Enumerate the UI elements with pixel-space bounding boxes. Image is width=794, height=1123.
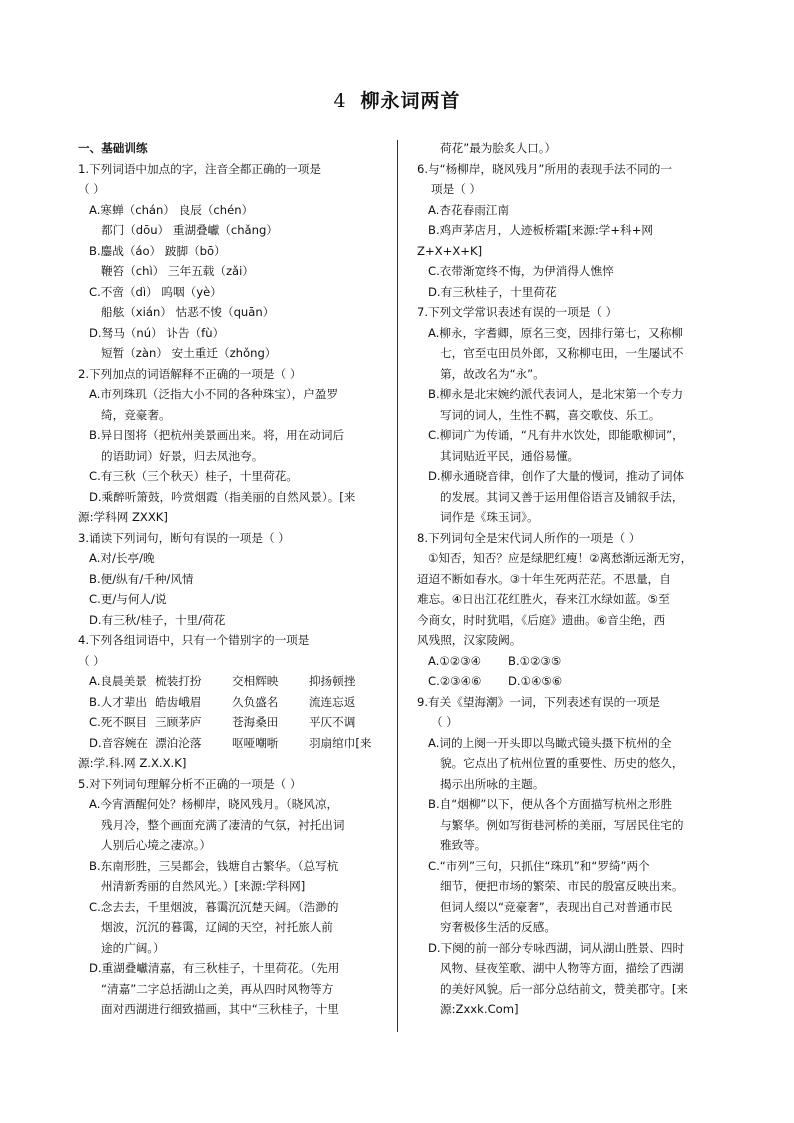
q2-option-b-cont: 的语助词）好景，归去凤池夸。: [101, 448, 264, 463]
q8-passage-line: 今商女，时时犹唱，《后庭》遗曲。⑥音尘绝，西: [417, 612, 666, 627]
left-column: [78, 138, 378, 1020]
question-1: [78, 159, 378, 364]
q8-options-row-2: [417, 671, 717, 692]
question-9-stem-cont: （ ）: [431, 715, 458, 729]
q1-option-a: A.寒蝉（chán） 良辰（chén）: [89, 202, 254, 217]
q9-option-a: A.词的上阕一开头即以鸟瞰式镜头摄下杭州的全: [428, 735, 672, 750]
q8-passage-line: 迢迢不断如春水。③十年生死两茫茫。不思量，自: [417, 571, 671, 586]
question-1-stem: 1.下列词语中加点的字，注音全都正确的一项是: [78, 161, 321, 176]
question-4: [78, 630, 378, 774]
q9-option-d-cont: 的美好风貌。后一部分总结前文，赞美郡守。[来: [440, 981, 688, 996]
q4-c-word: 平仄不调: [308, 715, 356, 729]
q4-d-word: 呕哑嘲哳: [232, 735, 279, 750]
question-8: [417, 528, 717, 692]
q8-passage-line: 风残照，汉家陵阙。: [417, 633, 522, 647]
q3-option-a: A.对/长亭/晚: [89, 551, 155, 565]
q5-option-d-cont: 荷花”最为脍炙人口。）: [440, 141, 557, 155]
q4-a-word: 交相辉映: [232, 674, 279, 688]
q5-option-a-cont: 人别后心境之凄凉。）: [101, 838, 212, 852]
q4-b-word: 皓齿峨眉: [155, 694, 202, 709]
q2-option-d-cont: 源:学科网 ZXXK]: [78, 510, 168, 524]
q2-option-a-cont: 绮，竞豪奢。: [101, 407, 171, 422]
question-6-stem-cont: 项是（ ）: [431, 182, 482, 196]
q9-option-c-cont: 细节，便把市场的繁荣、市民的殷富反映出来。: [440, 879, 684, 893]
question-5-stem: 5.对下列词句理解分析不正确的一项是（ ）: [78, 776, 302, 791]
q5-option-c-cont: 途的广阔。）: [101, 940, 165, 955]
q6-option-b-cont: Z+X+X+K]: [417, 243, 483, 258]
question-7-stem: 7.下列文学常识表述有误的一项是（ ）: [417, 305, 618, 319]
q1-option-d-cont: 短暂（zàn） 安土重迁（zhǒng）: [101, 346, 277, 360]
q9-option-d: D.下阕的前一部分专咏西湖，词从湖山胜景、四时: [428, 940, 685, 955]
q7-option-d-cont: 的发展。其词又善于运用俚俗语言及铺叙手法，: [440, 489, 684, 504]
question-3: [78, 528, 378, 631]
q5-option-c-cont: 烟波，沉沉的暮霭，辽阔的天空，衬托旅人前: [101, 920, 333, 934]
q8-passage-line: ①知否，知否？应是绿肥红瘦！②离愁渐远渐无穷，: [428, 551, 693, 565]
q8-option-c: C.②③④⑥: [428, 674, 482, 688]
column-divider: [397, 140, 398, 1032]
q7-option-d-cont: 词作是《珠玉词》。: [440, 510, 539, 524]
q2-option-d: D.乘醉听箫鼓，吟赏烟霞（指美丽的自然风景）。[来: [89, 489, 356, 504]
question-4-stem: 4.下列各组词语中，只有一个错别字的一项是: [78, 633, 310, 647]
q5-option-b: B.东南形胜，三吴都会，钱塘自古繁华。（总写杭: [89, 858, 339, 873]
q4-d-word: 漂泊沦落: [155, 735, 202, 750]
q2-option-c: C.有三秋（三个秋天）桂子，十里荷花。: [89, 469, 298, 483]
q6-option-d: D.有三秋桂子，十里荷花: [428, 284, 557, 299]
q8-passage-line: 难忘。④日出江花红胜火，春来江水绿如蓝。⑤至: [417, 592, 670, 606]
q4-option-d: [78, 733, 378, 754]
question-2-stem: 2.下列加点的词语解释不正确的一项是（ ）: [78, 366, 302, 381]
q8-option-a: A.①②③④: [428, 653, 481, 668]
question-3-stem: 3.诵读下列词句，断句有误的一项是（ ）: [78, 530, 290, 545]
q4-a-word: 梳装打扮: [155, 674, 202, 688]
q1-option-a-cont: 都门（dōu） 重湖叠巘（chǎng）: [101, 223, 278, 237]
page-title: [0, 86, 794, 113]
q9-option-b-cont: 与繁华。例如写街巷河桥的美丽，写居民住宅的: [440, 817, 684, 832]
q4-option-d-cont: 源:学.科.网 Z.X.X.K]: [78, 756, 187, 770]
q7-option-c-cont: 其词贴近平民，通俗易懂。: [440, 448, 580, 463]
q7-option-a-cont: 七，官至屯田员外郎，又称柳屯田，一生屡试不: [440, 346, 684, 360]
q1-option-c-cont: 船舷（xián） 怙恶不悛（quān）: [101, 305, 275, 319]
q4-option-a: [78, 671, 378, 692]
question-6: [417, 159, 717, 303]
q9-option-c-cont: 穷奢极侈生活的反感。: [440, 920, 556, 934]
question-7: [417, 302, 717, 528]
q9-option-d-cont: 风物、昼夜笙歌、湖中人物等方面，描绘了西湖: [440, 961, 684, 975]
q7-option-b-cont: 写词的词人，生性不羁，喜交歌伎、乐工。: [440, 407, 661, 422]
lesson-title: 柳永词两首: [360, 90, 461, 112]
q1-option-b-cont: 鞭笞（chì） 三年五载（zǎi）: [101, 264, 254, 278]
q8-option-b: B.①②③⑤: [508, 653, 562, 668]
q9-option-c: C.“市列”三句，只抓住“珠玑”和“罗绮”两个: [428, 858, 650, 873]
q4-option-c: [78, 712, 378, 733]
q9-option-d-cont: 源:Zxxk.Com]: [440, 1002, 519, 1016]
q7-option-d: D.柳永通晓音律，创作了大量的慢词，推动了词体: [428, 469, 685, 483]
q4-b-word: B.人才辈出: [89, 694, 148, 709]
q7-option-c: C.柳词广为传诵，“凡有井水饮处，即能歌柳词”，: [428, 428, 684, 442]
q7-option-a: A.柳永，字耆卿，原名三变，因排行第七，又称柳: [428, 325, 683, 340]
q9-option-a-cont: 貌。它点出了杭州位置的重要性、历史的悠久，: [440, 756, 684, 770]
q1-option-c: C.不啻（dì） 呜咽（yè）: [89, 284, 222, 299]
q4-c-word: 三顾茅庐: [155, 715, 202, 729]
q5-option-b-cont: 州清新秀丽的自然风光。）[来源:学科网]: [101, 879, 306, 893]
q2-option-a: A.市列珠玑（泛指大小不同的各种珠宝），户盈罗: [89, 387, 339, 401]
q4-option-b: [78, 692, 378, 713]
q7-option-a-cont: 第，故改名为“永”。: [440, 366, 545, 381]
q9-option-a-cont: 揭示出所咏的主题。: [440, 776, 545, 791]
q4-d-word: D.音容婉在: [89, 735, 148, 750]
q1-option-d: D.驽马（nú） 讣告（fù）: [89, 325, 225, 340]
q6-option-c: C.衣带渐宽终不悔，为伊消得人憔悴: [428, 264, 614, 278]
q5-option-a-cont: 残月冷，整个画面充满了凄清的气氛，衬托出词: [101, 817, 345, 832]
question-8-stem: 8.下列词句全是宋代词人所作的一项是（ ）: [417, 530, 641, 545]
q1-option-b: B.鏖战（áo） 跛脚（bō）: [89, 243, 226, 258]
lesson-number: 4: [333, 90, 347, 112]
q7-option-b: B.柳永是北宋婉约派代表词人，是北宋第一个专力: [428, 387, 684, 401]
q5-option-d: D.重湖叠巘清嘉，有三秋桂子，十里荷花。（先用: [89, 961, 340, 975]
q3-option-b: B.便/纵有/千种/风情: [89, 571, 194, 586]
q3-option-c: C.更/与何人/说: [89, 592, 167, 606]
q4-b-word: 久负盛名: [232, 694, 279, 709]
q4-b-word: 流连忘返: [308, 694, 356, 709]
q5-option-d-cont: 面对西湖进行细致描画，其中“三秋桂子，十里: [101, 1002, 339, 1016]
q9-option-b-cont: 雅致等。: [440, 838, 487, 852]
q2-option-b: B.异日图将（把杭州美景画出来。将，用在动词后: [89, 428, 345, 442]
q4-d-word: 羽扇绾巾[来: [308, 735, 372, 750]
q3-option-d: D.有三秋/桂子，十里/荷花: [89, 612, 226, 627]
q4-c-word: 苍海桑田: [232, 715, 279, 729]
right-column: [417, 138, 717, 1020]
q4-a-word: 抑扬顿挫: [308, 674, 356, 688]
question-2: [78, 364, 378, 528]
q6-option-a: A.杏花春雨江南: [428, 202, 509, 217]
q5-option-a: A.今宵酒醒何处？杨柳岸，晓风残月。（晓风凉，: [89, 797, 339, 811]
question-5: [78, 774, 378, 1020]
section-heading: 一、基础训练: [78, 141, 148, 155]
q4-c-word: C.死不瞑目: [89, 715, 148, 729]
question-9: [417, 692, 717, 1020]
q6-option-b: B.鸡声茅店月，人迹板桥霜[来源:学+科+网: [428, 223, 653, 237]
q8-option-d: D.①④⑤⑥: [508, 674, 563, 688]
q8-options-row-1: [417, 651, 717, 672]
q9-option-b: B.自“烟柳”以下，便从各个方面描写杭州之形胜: [428, 797, 672, 811]
question-9-stem: 9.有关《望海潮》一词，下列表述有误的一项是: [417, 694, 660, 709]
q5-option-d-cont: “清嘉”二字总括湖山之美，再从四时风物等方: [101, 981, 334, 996]
q9-option-c-cont: 但词人缀以“竞豪奢”，表现出自己对普通市民: [440, 899, 673, 914]
question-4-stem-cont: （ ）: [78, 653, 105, 668]
q4-a-word: A.良晨美景: [89, 674, 147, 688]
q5-option-c: C.念去去，千里烟波，暮霭沉沉楚天阔。（浩渺的: [89, 899, 339, 914]
question-1-stem-cont: （ ）: [78, 182, 105, 196]
question-6-stem: 6.与“杨柳岸，晓风残月”所用的表现手法不同的一: [417, 161, 672, 176]
